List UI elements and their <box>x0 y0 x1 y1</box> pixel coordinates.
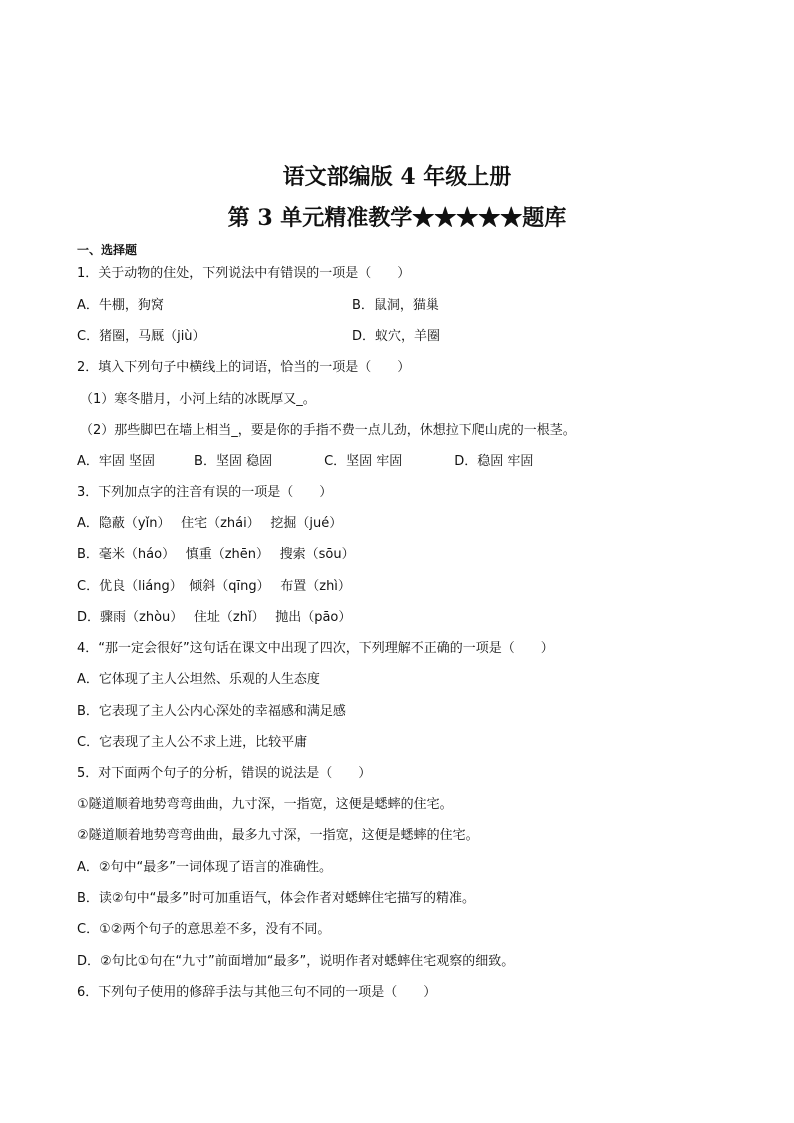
question-1-option-d: D．蚁穴，羊圈 <box>352 329 441 344</box>
question-2-sentence-2: （2）那些脚巴在墙上相当_，要是你的手指不费一点儿劲，休想拉下爬山虎的一根茎。 <box>80 423 576 438</box>
document-subtitle: 第 3 单元精准教学★★★★★题库 <box>227 205 567 231</box>
question-2-sentence-1: （1）寒冬腊月，小河上结的冰既厚又_。 <box>80 392 316 407</box>
question-5-option-b: B．读②句中“最多”时可加重语气，体会作者对蟋蟀住宅描写的精准。 <box>77 891 476 906</box>
question-3-option-a: A．隐蔽（yǐn） 住宅（zhái） 挖掘（jué） <box>77 516 343 531</box>
question-4-option-a: A．它体现了主人公坦然、乐观的人生态度 <box>77 672 320 687</box>
question-4-option-c: C．它表现了主人公不求上进，比较平庸 <box>77 735 308 750</box>
question-5-sentence-1: ①隧道顺着地势弯弯曲曲，九寸深，一指宽，这便是蟋蟀的住宅。 <box>77 797 453 812</box>
question-3-option-c: C．优良（liáng） 倾斜（qīng） 布置（zhì） <box>77 579 351 594</box>
question-5-stem: 5．对下面两个句子的分析，错误的说法是（ ） <box>77 766 372 781</box>
question-5-option-c: C．①②两个句子的意思差不多，没有不同。 <box>77 922 331 937</box>
question-6-stem: 6．下列句子使用的修辞手法与其他三句不同的一项是（ ） <box>77 985 437 1000</box>
question-4-stem: 4．“那一定会很好”这句话在课文中出现了四次，下列理解不正确的一项是（ ） <box>77 641 554 656</box>
question-5-option-a: A．②句中“最多”一词体现了语言的准确性。 <box>77 860 333 875</box>
question-5-sentence-2: ②隧道顺着地势弯弯曲曲，最多九寸深，一指宽，这便是蟋蟀的住宅。 <box>77 828 479 843</box>
question-2-stem: 2．填入下列句子中横线上的词语，恰当的一项是（ ） <box>77 360 411 375</box>
question-1-stem: 1．关于动物的住处，下列说法中有错误的一项是（ ） <box>77 266 411 281</box>
question-1-option-c: C．猪圈，马厩（jiù） <box>77 329 206 344</box>
question-4-option-b: B．它表现了主人公内心深处的幸福感和满足感 <box>77 704 346 719</box>
section-heading: 一、选择题 <box>77 243 138 257</box>
question-3-option-d: D．骤雨（zhòu） 住址（zhǐ） 抛出（pāo） <box>77 610 352 625</box>
question-1-option-b: B．鼠洞，猫巢 <box>352 298 439 313</box>
question-3-stem: 3．下列加点字的注音有误的一项是（ ） <box>77 485 333 500</box>
question-2-options: A．牢固 坚固 B．坚固 稳固 C．坚固 牢固 D．稳固 牢固 <box>77 454 534 469</box>
question-3-option-b: B．毫米（háo） 慎重（zhēn） 搜索（sōu） <box>77 547 355 562</box>
question-1-option-a: A．牛棚，狗窝 <box>77 298 164 313</box>
question-5-option-d: D．②句比①句在“九寸”前面增加“最多”，说明作者对蟋蟀住宅观察的细致。 <box>77 954 515 969</box>
document-title: 语文部编版 4 年级上册 <box>282 164 512 190</box>
